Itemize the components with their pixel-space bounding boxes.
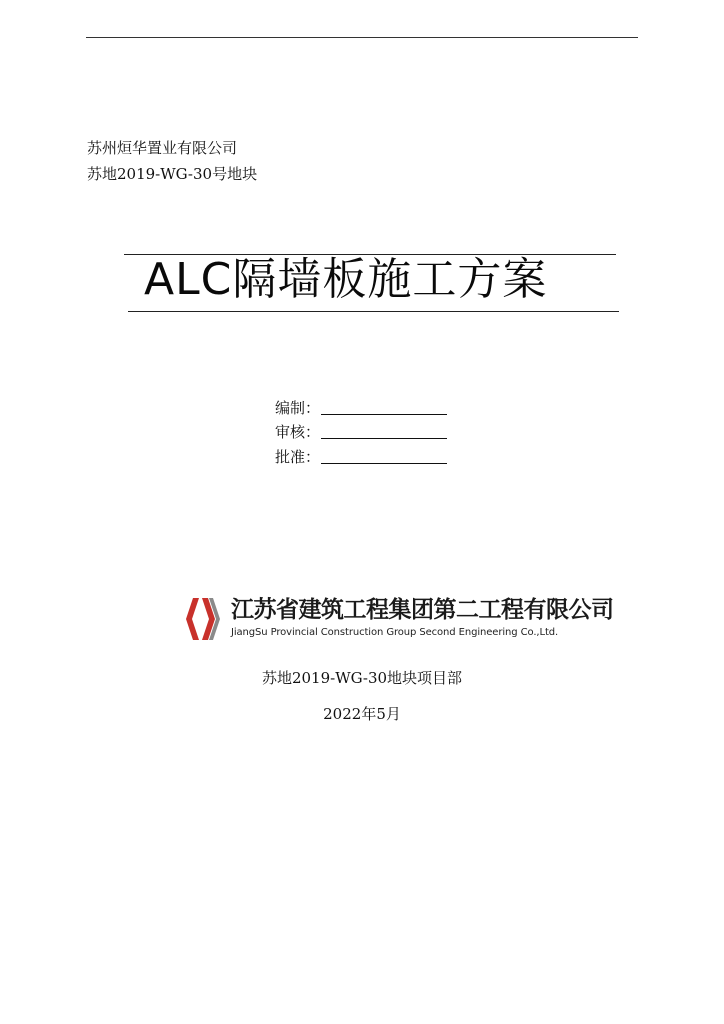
project-plot: 苏地2019-WG-30号地块: [87, 165, 258, 183]
signature-label: 审核：: [275, 423, 321, 441]
logo-company-name-cn: 江苏省建筑工程集团第二工程有限公司: [231, 597, 614, 623]
logo-company-name-en: JiangSu Provincial Construction Group Second Engineering Co.,Ltd.: [231, 627, 559, 638]
signature-row-approved: [275, 446, 447, 466]
title-bottom-rule: [128, 311, 619, 312]
signature-line: [321, 463, 447, 464]
company-logo: [186, 596, 614, 644]
signature-row-prepared: [275, 397, 447, 417]
company-logo-mark-icon: [186, 598, 220, 640]
document-title: ALC隔墙板施工方案: [144, 254, 548, 305]
signature-line: [321, 414, 447, 415]
document-date: 2022年5月: [323, 705, 401, 723]
project-department: 苏地2019-WG-30地块项目部: [261, 669, 463, 687]
client-company: 苏州烜华置业有限公司: [87, 139, 238, 157]
header-rule: [86, 37, 638, 38]
signature-label: 批准：: [275, 448, 321, 466]
signature-label: 编制：: [275, 399, 321, 417]
signature-row-reviewed: [275, 421, 447, 441]
signature-line: [321, 438, 447, 439]
